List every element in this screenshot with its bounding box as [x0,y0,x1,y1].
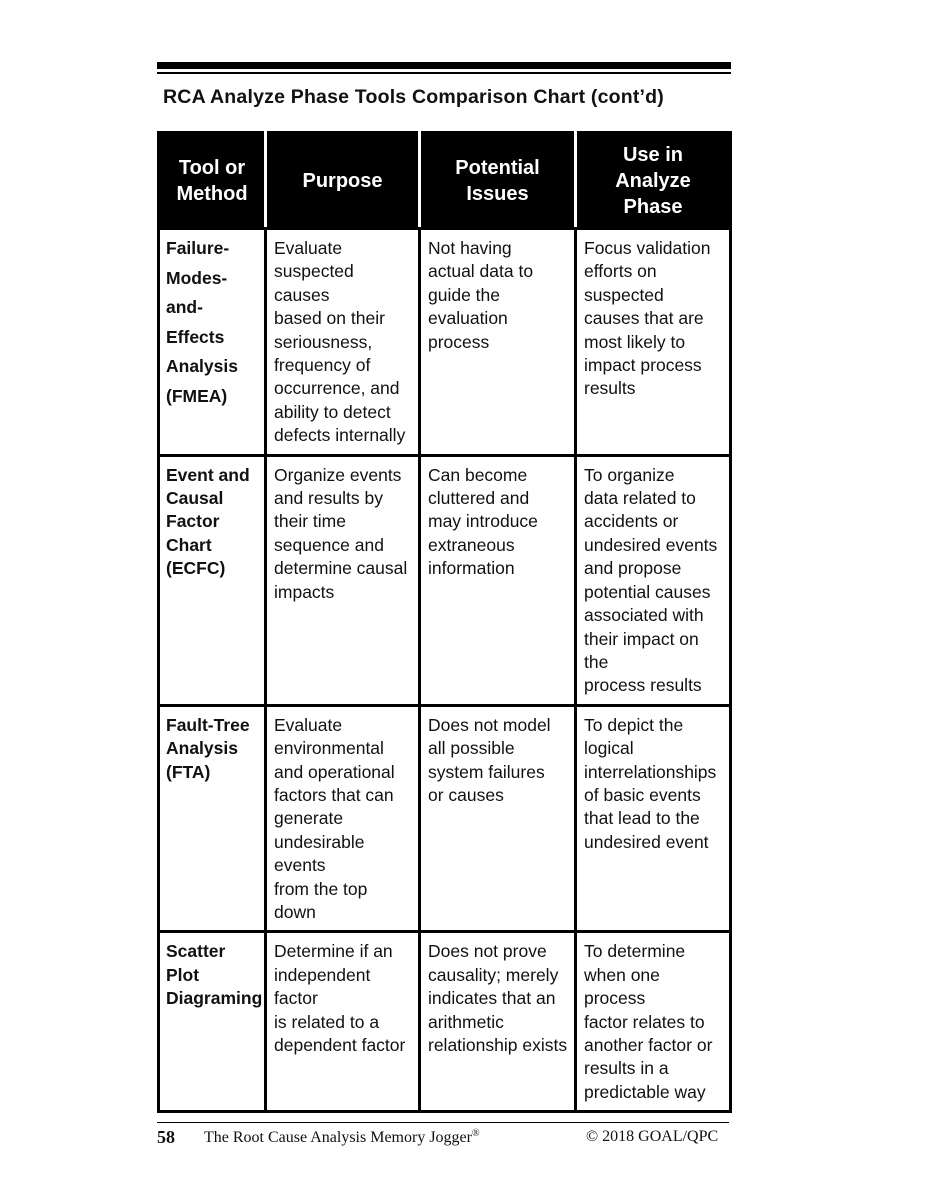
cell-line: causality; merely [428,964,559,985]
cell-purpose [266,705,420,932]
cell-line: and results by [274,488,383,509]
header-potential-issues [420,133,576,229]
cell-line: generate [274,808,344,829]
cell-line: Scatter [166,941,226,962]
cell-line: Analysis [166,356,238,376]
cell-line: Failure- [166,238,230,258]
header-rule-thick [157,62,731,69]
cell-line: and propose [584,558,682,579]
cell-line: associated with [584,605,704,626]
cell-line: dependent factor [274,1035,406,1055]
cell-tool [159,932,266,1112]
cell-line: is related to a [274,1011,380,1032]
copyright: © 2018 GOAL/QPC [586,1128,719,1145]
cell-line: occurrence, and [274,378,400,399]
header-use-in-analyze-phase [576,133,731,229]
cell-line: information [428,558,515,579]
table-row [159,932,731,1112]
cell-purpose [266,455,420,705]
cell-line: potential causes [584,581,711,602]
cell-line: relationship exists [428,1035,568,1055]
cell-line: To organize [584,464,675,485]
cell-line: (ECFC) [166,558,226,579]
cell-line: Does not prove [428,941,547,962]
cell-line: process results [584,675,702,696]
table-row [159,229,731,456]
cell-line: and operational [274,761,395,782]
cell-line: Can become [428,464,528,485]
header-row [159,133,731,229]
cell-line: logical [584,738,634,759]
cell-line: that lead to the [584,808,700,829]
footer-rule [157,1122,729,1123]
registered-mark: ® [471,1128,480,1139]
cell-purpose [266,229,420,456]
cell-line: undesired events [584,534,718,555]
cell-line: Determine if an [274,941,393,962]
cell-line: of basic events [584,784,701,805]
cell-line: interrelationships [584,761,717,782]
cell-line: system failures [428,761,545,782]
comparison-table [157,131,732,1113]
cell-line: suspected [584,284,664,305]
cell-line: their impact on the [584,628,699,672]
cell-line: environmental [274,738,384,759]
cell-line: Does not model [428,714,551,735]
cell-line: predictable way [584,1081,706,1102]
cell-line: results [584,378,636,399]
cell-line: all possible [428,738,515,759]
cell-line: extraneous [428,534,515,555]
cell-line: another factor or [584,1035,713,1055]
cell-use [576,229,731,456]
cell-line: Plot [166,964,200,985]
cell-line: (FTA) [166,761,211,782]
cell-line: Evaluate [274,238,343,258]
cell-line: (FMEA) [166,385,228,406]
cell-line: defects internally [274,425,406,446]
cell-line: Event and [166,464,250,485]
cell-line: Causal [166,488,224,509]
cell-line: indicates that an [428,988,556,1009]
cell-line: Diagraming [166,988,263,1009]
cell-line: cluttered and [428,488,530,509]
cell-line: determine causal [274,558,408,579]
cell-line: To determine [584,941,686,962]
cell-line: Factor [166,511,220,532]
cell-line: most likely to [584,331,686,352]
cell-line: Evaluate [274,714,343,735]
cell-line: Modes- [166,267,228,288]
cell-purpose [266,932,420,1112]
table-row [159,705,731,932]
cell-line: Fault-Tree [166,714,250,735]
cell-line: when one process [584,964,660,1009]
cell-issues [420,229,576,456]
cell-line: factors that can [274,784,394,805]
header-line: Tool or [178,156,246,179]
cell-use [576,705,731,932]
header-line: Purpose [302,169,383,192]
cell-line: or causes [428,784,504,805]
header-line: Potential [455,156,540,179]
cell-line: Focus validation [584,238,711,258]
cell-use [576,932,731,1112]
cell-line: may introduce [428,511,538,532]
cell-line: Chart [166,534,212,555]
table-row [159,455,731,705]
cell-line: Analysis [166,738,238,759]
cell-line: sequence and [274,534,384,555]
header-tool-method [159,133,266,229]
cell-line: based on their [274,308,385,329]
header-line: Method [176,182,248,205]
header-line: Phase [623,195,683,218]
cell-line: process [428,331,490,352]
cell-line: data related to [584,488,696,509]
header-line: Analyze [615,169,691,192]
cell-line: from the top down [274,878,368,922]
cell-line: frequency of [274,355,371,376]
cell-line: causes that are [584,308,704,329]
cell-line: suspected causes [274,261,354,305]
header-line: Issues [466,182,529,205]
cell-line: impact process [584,355,702,376]
cell-line: independent factor [274,964,371,1009]
header-purpose [266,133,420,229]
cell-issues [420,455,576,705]
cell-line: Organize events [274,464,402,485]
page-number: 58 [157,1127,175,1147]
cell-tool [159,705,266,932]
cell-line: evaluation [428,308,508,329]
cell-line: undesired event [584,831,709,852]
cell-line: guide the [428,284,501,305]
book-title-text: The Root Cause Analysis Memory Jogger [204,1129,472,1146]
cell-issues [420,932,576,1112]
cell-line: arithmetic [428,1011,504,1032]
cell-line: undesirable events [274,831,365,876]
page-title: RCA Analyze Phase Tools Comparison Chart (cont’d) [163,86,664,108]
cell-line: Not having [428,238,512,258]
cell-line: actual data to [428,261,534,282]
cell-line: their time [274,511,346,532]
cell-line: factor relates to [584,1011,705,1032]
header-line: Use in [622,143,684,166]
cell-line: seriousness, [274,331,373,352]
cell-tool [159,455,266,705]
book-title [204,1128,480,1147]
cell-tool [159,229,266,456]
cell-line: and-Effects [166,297,225,347]
cell-line: accidents or [584,511,679,532]
cell-issues [420,705,576,932]
header-rule-thin [157,72,731,74]
cell-line: ability to detect [274,401,391,422]
cell-line: efforts on [584,261,657,282]
cell-use [576,455,731,705]
cell-line: To depict the [584,714,684,735]
cell-line: results in a [584,1058,669,1079]
cell-line: impacts [274,581,335,602]
